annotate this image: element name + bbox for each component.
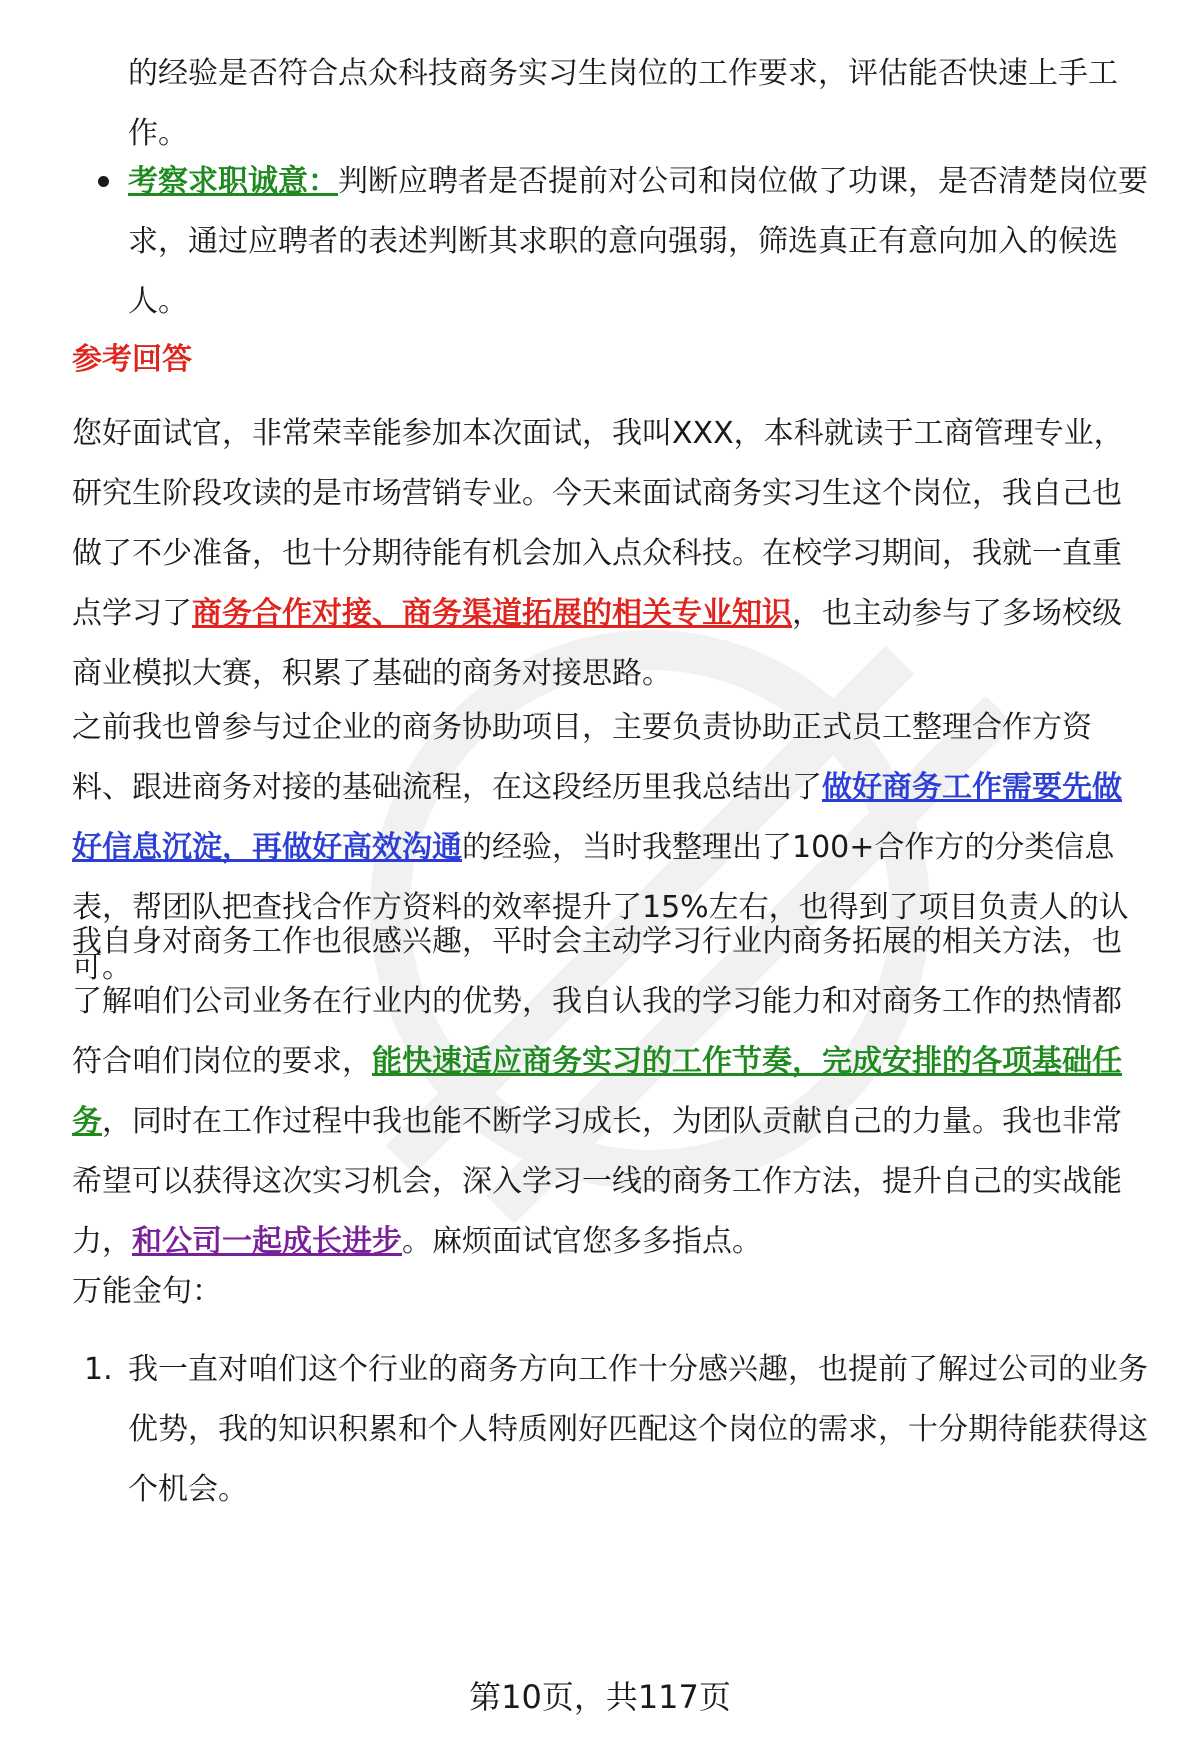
paragraph-3-text-c: 。麻烦面试官您多多指点。: [402, 1224, 762, 1259]
paragraph-3-text-b: ，同时在工作过程中我也能不断学习成长，为团队贡献自己的力量。我也非常希望可以获得这次实习机会，深入学习一线的商务工作方法，提升自己的实战能力，: [72, 1104, 1122, 1259]
list-number: 1.: [84, 1352, 113, 1387]
bullet-dot-icon: [98, 176, 109, 187]
top-continuation-text: 的经验是否符合点众科技商务实习生岗位的工作要求，评估能否快速上手工作。: [128, 56, 1118, 151]
bullet-item: [128, 152, 1148, 332]
section-heading: 参考回答: [72, 342, 192, 377]
bullet-label: 考察求职诚意：: [128, 164, 338, 199]
paragraph-3-highlight-1: 能快速适应商务实习的工作节奏，完成安排的各项基础任务: [72, 1044, 1122, 1139]
paragraph-2-text-a: 之前我也曾参与过企业的商务协助项目，主要负责协助正式员工整理合作方资料、跟进商务对接的基础流程，在这段经历里我总结出了: [72, 710, 1092, 805]
paragraph-3-highlight-2: 和公司一起成长进步: [132, 1224, 402, 1259]
paragraph-1-highlight: 商务合作对接、商务渠道拓展的相关专业知识: [192, 596, 792, 631]
paragraph-3-text-a: 我自身对商务工作也很感兴趣，平时会主动学习行业内商务拓展的相关方法，也了解咱们公司业务在行业内的优势，我自认我的学习能力和对商务工作的热情都符合咱们岗位的要求，: [72, 924, 1122, 1079]
paragraph-1: [72, 404, 1148, 704]
list-item: 我一直对咱们这个行业的商务方向工作十分感兴趣，也提前了解过公司的业务优势，我的知识积累和个人特质刚好匹配这个岗位的需求，十分期待能获得这个机会。: [128, 1352, 1148, 1507]
paragraph-2-text-b: 的经验，当时我整理出了100+合作方的分类信息表，帮团队把查找合作方资料的效率提升了15%左右，也得到了项目负责人的认可。: [72, 830, 1129, 985]
paragraph-1-text-b: ，也主动参与了多场校级商业模拟大赛，积累了基础的商务对接思路。: [72, 596, 1122, 691]
golden-label: 万能金句：: [72, 1274, 222, 1309]
page-footer: 第10页，共117页: [469, 1678, 731, 1716]
paragraph-2-highlight: 做好商务工作需要先做好信息沉淀，再做好高效沟通: [72, 770, 1122, 865]
paragraph-3: [72, 912, 1148, 1272]
bullet-text: 判断应聘者是否提前对公司和岗位做了功课，是否清楚岗位要求，通过应聘者的表述判断其求职的意向强弱，筛选真正有意向加入的候选人。: [128, 164, 1148, 319]
paragraph-1-text-a: 您好面试官，非常荣幸能参加本次面试，我叫XXX，本科就读于工商管理专业，研究生阶段攻读的是市场营销专业。今天来面试商务实习生这个岗位，我自己也做了不少准备，也十分期待能有机会加入点众科技。在校学习期间，我就一直重点学习了: [72, 416, 1124, 631]
